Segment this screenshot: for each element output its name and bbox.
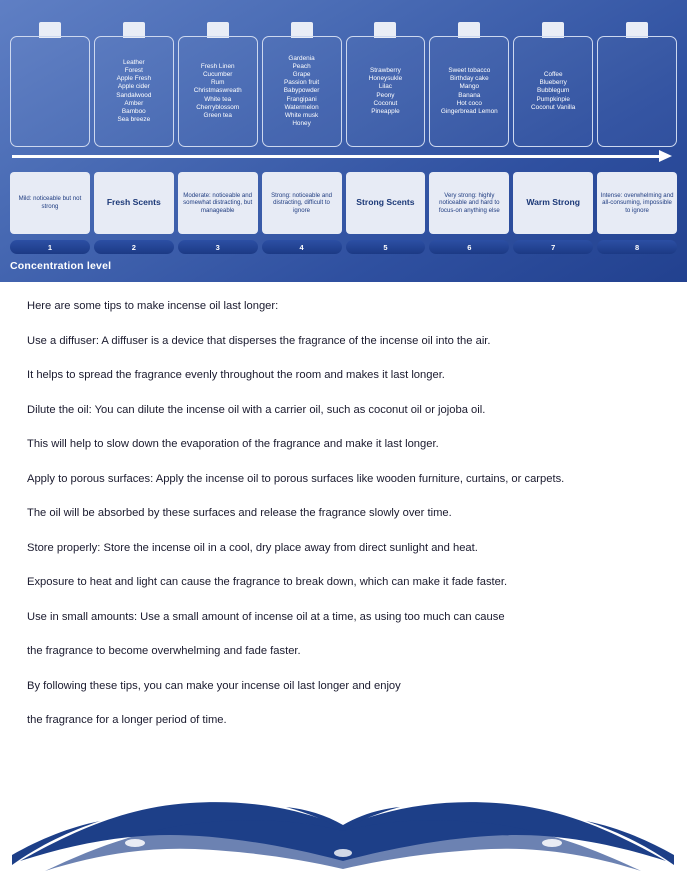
description-box-1 [10, 172, 90, 234]
scent-name: Strawberry [369, 66, 401, 74]
scent-name: Apple Fresh [116, 75, 152, 83]
scent-name: Peony [376, 91, 395, 99]
description-text: Strong: noticeable and distracting, difficult to ignore [271, 191, 333, 214]
scent-name: Sandalwood [116, 91, 152, 99]
concentration-chart-panel [0, 0, 687, 282]
bottle-5 [346, 22, 426, 147]
level-pill-5: 5 [346, 240, 426, 254]
intensity-arrow-icon [12, 150, 672, 164]
scent-name: Coffee [543, 70, 563, 78]
scent-name: Banana [458, 91, 481, 99]
bottle-7 [513, 22, 593, 147]
paragraph: the fragrance to become overwhelming and fade faster. [27, 645, 301, 657]
scent-name: Christmaswreath [193, 87, 242, 95]
paragraph: This will help to slow down the evaporation of the fragrance and make it last longer. [27, 438, 439, 450]
scent-name: Green tea [203, 112, 232, 119]
description-row [10, 172, 677, 234]
paragraph: Use in small amounts: Use a small amount of incense oil at a time, as using too much can cause [27, 610, 505, 623]
level-pill-3: 3 [178, 240, 258, 254]
bottle-8 [597, 22, 677, 147]
scent-name: Honeysukle [368, 75, 403, 83]
scent-name: Birthday cake [449, 75, 489, 83]
scent-name: Forest [124, 66, 143, 74]
description-text: Mild: noticeable but not strong [18, 195, 82, 210]
level-number-row [10, 240, 677, 254]
concentration-level-label: Concentration level [10, 260, 112, 272]
scent-name: White tea [204, 95, 232, 103]
level-pill-6: 6 [429, 240, 509, 254]
bottle-label-1 [10, 36, 90, 147]
bottle-label-5 [346, 36, 426, 147]
scent-name: Watermelon [284, 103, 319, 111]
scent-name: Apple cider [117, 83, 150, 91]
bottle-label-7 [513, 36, 593, 147]
bottle-label-3 [178, 36, 258, 147]
level-pill-2: 2 [94, 240, 174, 254]
scent-name: Passion fruit [283, 79, 320, 87]
scent-name: Pumpkinpie [536, 95, 570, 103]
description-box-8 [597, 172, 677, 234]
bottle-3 [178, 22, 258, 147]
scent-name: Leather [122, 58, 145, 66]
scent-name: Mango [459, 83, 480, 91]
scent-name: Sweet tobacco [448, 66, 491, 74]
paragraph: Store properly: Store the incense oil in a cool, dry place away from direct sunlight and heat. [27, 541, 478, 554]
scent-name: Cherryblossom [196, 103, 240, 111]
paragraph: It helps to spread the fragrance evenly throughout the room and makes it last longer. [27, 369, 445, 381]
paragraph: The oil will be absorbed by these surfaces and release the fragrance slowly over time. [27, 507, 452, 519]
paragraph: Exposure to heat and light can cause the fragrance to break down, which can make it fade faster. [27, 576, 508, 588]
description-text: Warm Strong [526, 197, 580, 208]
level-pill-8: 8 [597, 240, 677, 254]
paragraph: Dilute the oil: You can dilute the incense oil with a carrier oil, such as coconut oil or jojoba oil. [27, 403, 486, 416]
description-box-5 [346, 172, 426, 234]
bottle-2 [94, 22, 174, 147]
bottle-row [10, 22, 677, 147]
description-text: Strong Scents [356, 197, 415, 208]
paragraph: Use a diffuser: A diffuser is a device that disperses the fragrance of the incense oil into the air. [27, 334, 491, 347]
scent-name: Gingerbread Lemon [440, 107, 498, 115]
tips-content [27, 300, 677, 749]
scent-name: Bubblegum [537, 87, 570, 95]
bottle-label-4 [262, 36, 342, 147]
bottle-label-8 [597, 36, 677, 147]
scent-name: Peach [292, 62, 311, 70]
description-box-7 [513, 172, 593, 234]
description-text: Intense: overwhelming and all-consuming, impossible to ignore [600, 191, 674, 214]
scent-name: White musk [284, 112, 319, 119]
scent-name: Sea breeze [117, 116, 151, 124]
scent-name: Rum [210, 79, 225, 87]
level-pill-7: 7 [513, 240, 593, 254]
scent-name: Honey [292, 120, 311, 128]
description-text: Very strong: highly noticeable and hard to focus-on anything else [438, 191, 500, 214]
scent-name: Bamboo [121, 107, 146, 115]
scent-name: Pineapple [371, 107, 400, 115]
scent-name: Gardenia [288, 54, 315, 62]
bottle-4 [262, 22, 342, 147]
description-text: Fresh Scents [106, 197, 161, 208]
paragraph: Apply to porous surfaces: Apply the incense oil to porous surfaces like wooden furniture, curtains, or carpets. [27, 472, 565, 485]
decorative-flourish-icon [0, 769, 687, 879]
description-box-2 [94, 172, 174, 234]
scent-name: Frangipani [286, 95, 317, 103]
description-box-4 [262, 172, 342, 234]
scent-name: Cucumber [202, 70, 233, 78]
bottle-label-6 [429, 36, 509, 147]
bottle-label-2 [94, 36, 174, 147]
scent-name: Fresh Linen [200, 62, 235, 70]
paragraph: the fragrance for a longer period of time. [27, 714, 227, 726]
scent-name: Lilac [378, 83, 393, 91]
scent-name: Hot coco [456, 99, 482, 107]
scent-name: Coconut Vanilla [531, 103, 576, 111]
paragraph: Here are some tips to make incense oil last longer: [27, 300, 279, 312]
bottle-6 [429, 22, 509, 147]
level-pill-1: 1 [10, 240, 90, 254]
paragraph: By following these tips, you can make your incense oil last longer and enjoy [27, 679, 401, 692]
scent-name: Babypowder [283, 87, 320, 95]
bottle-1 [10, 22, 90, 147]
description-box-6 [429, 172, 509, 234]
scent-name: Blueberry [539, 79, 567, 87]
description-box-3 [178, 172, 258, 234]
description-text: Moderate: noticeable and somewhat distracting, but manageable [183, 191, 253, 214]
scent-name: Amber [124, 99, 144, 107]
level-pill-4: 4 [262, 240, 342, 254]
scent-name: Grape [292, 70, 311, 78]
scent-name: Coconut [373, 99, 398, 107]
